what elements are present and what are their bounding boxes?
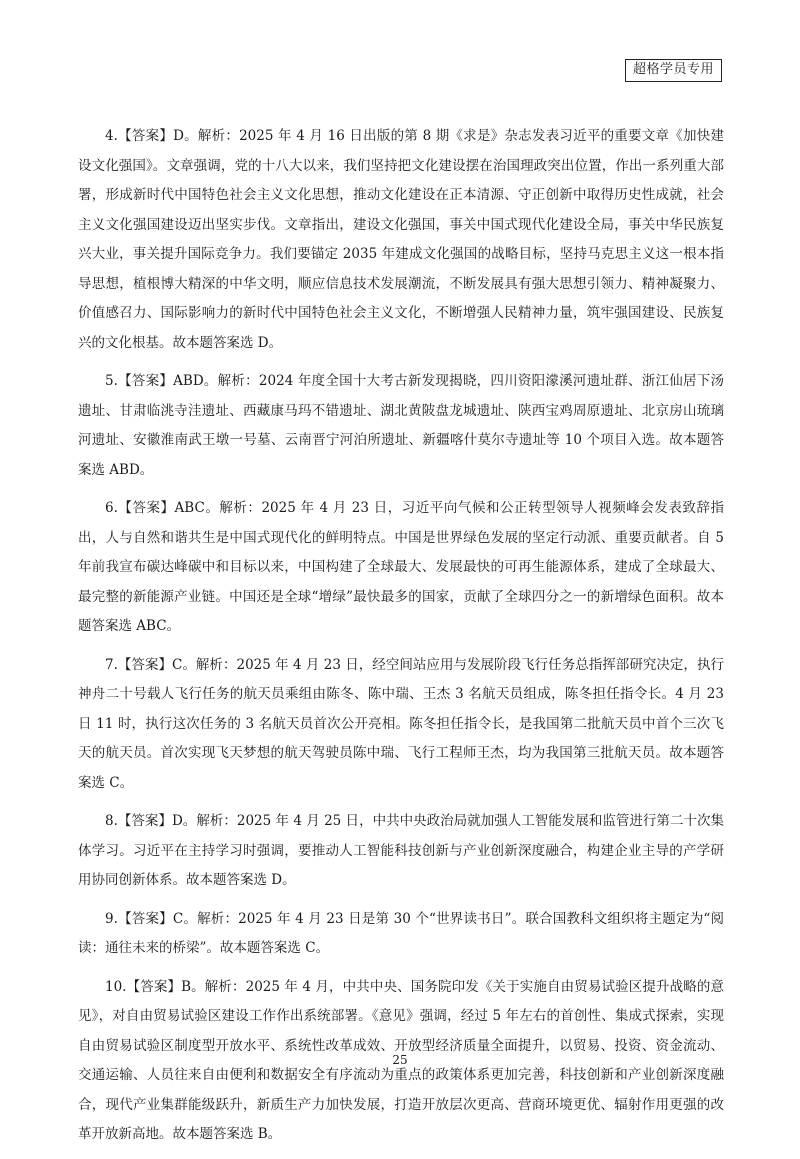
header-badge: 超格学员专用 — [625, 59, 722, 82]
answer-explanations — [78, 122, 724, 1159]
answer-paragraph-6: 6.【答案】ABC。解析：2025 年 4 月 23 日，习近平向气候和公正转型领导人视频峰会发表致辞指出，人与自然和谐共生是中国式现代化的鲜明特点。中国是世界绿色发展的坚定行动派、重要贡献者。自 5 年前我宣布碳达峰碳中和目标以来，中国构建了全球最大、发展最快的可再生能源体系，建成了全球最大、最完整的新能源产业链。中国还是全球“增绿”最快最多的国家，贡献了全球四分之一的新增绿色面积。故本题答案选 ABC。 — [78, 500, 724, 634]
answer-paragraph-5: 5.【答案】ABD。解析：2024 年度全国十大考古新发现揭晓，四川资阳濛溪河遗址群、浙江仙居下汤遗址、甘肃临洮寺洼遗址、西藏康马玛不错遗址、湖北黄陂盘龙城遗址、陕西宝鸡周原遗址、北京房山琉璃河遗址、安徽淮南武王墩一号墓、云南晋宁河泊所遗址、新疆喀什莫尔寺遗址等 10 个项目入选。故本题答案选 ABD。 — [78, 373, 724, 478]
page-number: 25 — [392, 1053, 408, 1067]
answer-paragraph-10: 10.【答案】B。解析：2025 年 4 月，中共中央、国务院印发《关于实施自由贸易试验区提升战略的意见》，对自由贸易试验区建设工作作出系统部署。《意见》强调，经过 5 年左右的首创性、集成式探索，实现自由贸易试验区制度型开放水平、系统性改革成效、开放型经济质量全面提升，以贸易、投资、资金流动、交通运输、人员往来自由便利和数据安全有序流动为重点的政策体系更加完善，科技创新和产业创新深度融合，现代产业集群能级跃升，新质生产力加快发展，打造开放层次更高、营商环境更优、辐射作用更强的改革开放新高地。故本题答案选 B。 — [78, 978, 724, 1142]
answer-paragraph-4: 4.【答案】D。解析：2025 年 4 月 16 日出版的第 8 期《求是》杂志发表习近平的重要文章《加快建设文化强国》。文章强调，党的十八大以来，我们坚持把文化建设摆在治国理政突出位置，作出一系列重大部署，形成新时代中国特色社会主义文化思想，推动文化建设在正本清源、守正创新中取得历史性成就，社会主义文化强国建设迈出坚实步伐。文章指出，建设文化强国，事关中国式现代化建设全局，事关中华民族复兴大业，事关提升国际竞争力。我们要锚定 2035 年建成文化强国的战略目标，坚持马克思主义这一根本指导思想，植根博大精深的中华文明，顺应信息技术发展潮流，不断发展具有强大思想引领力、精神凝聚力、价值感召力、国际影响力的新时代中国特色社会主义文化，不断增强人民精神力量，筑牢强国建设、民族复兴的文化根基。故本题答案选 D。 — [78, 128, 724, 351]
answer-paragraph-8: 8.【答案】D。解析：2025 年 4 月 25 日，中共中央政治局就加强人工智能发展和监管进行第二十次集体学习。习近平在主持学习时强调，要推动人工智能科技创新与产业创新深度融合，构建企业主导的产学研用协同创新体系。故本题答案选 D。 — [78, 813, 724, 888]
answer-paragraph-7: 7.【答案】C。解析：2025 年 4 月 23 日，经空间站应用与发展阶段飞行任务总指挥部研究决定，执行神舟二十号载人飞行任务的航天员乘组由陈冬、陈中瑞、王杰 3 名航天员组成，陈冬担任指令长。4 月 23 日 11 时，执行这次任务的 3 名航天员首次公开亮相。陈冬担任指令长，是我国第二批航天员中首个三次飞天的航天员。首次实现飞天梦想的航天驾驶员陈中瑞、飞行工程师王杰，均为我国第三批航天员。故本题答案选 C。 — [78, 656, 724, 791]
answer-paragraph-9: 9.【答案】C。解析：2025 年 4 月 23 日是第 30 个“世界读书日”。联合国教科文组织将主题定为“阅读：通往未来的桥梁”。故本题答案选 C。 — [78, 910, 724, 956]
